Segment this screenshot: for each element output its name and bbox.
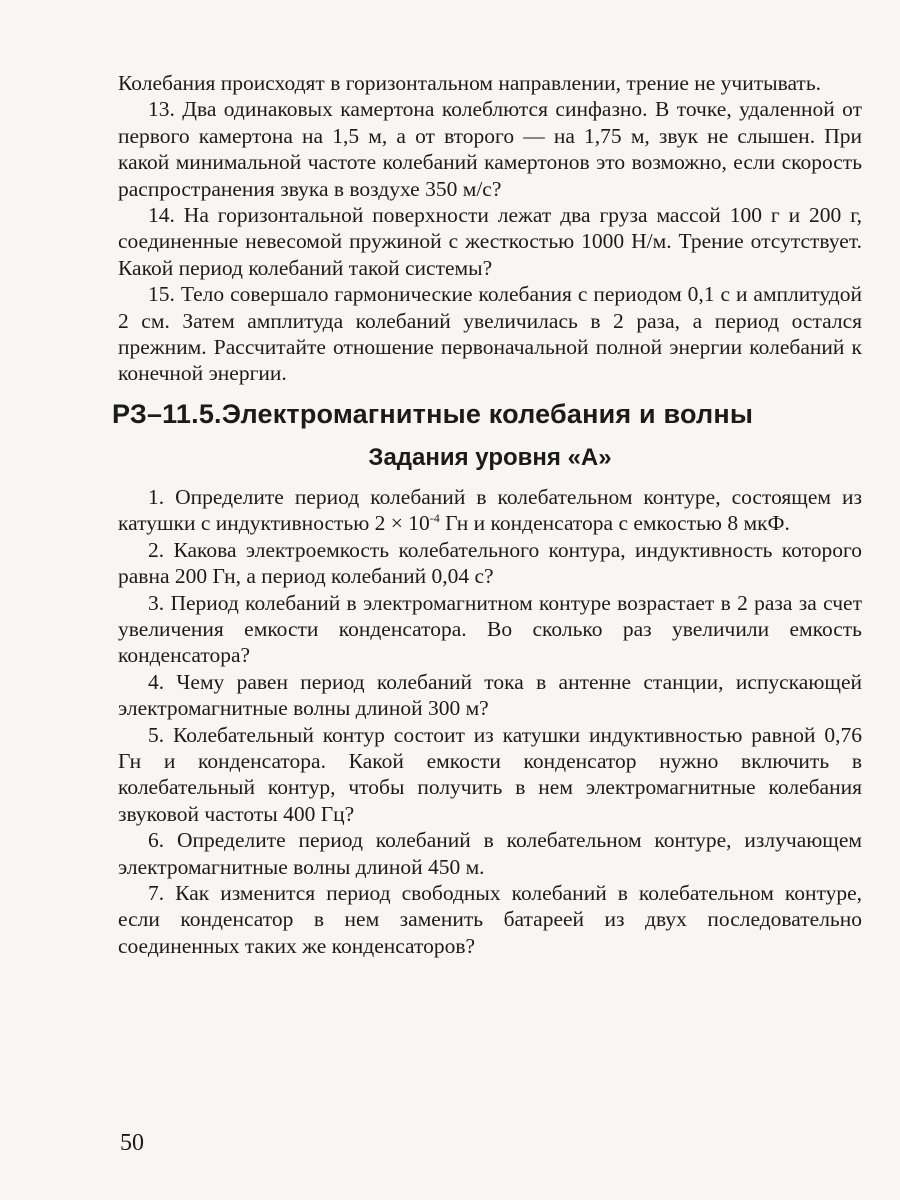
task-text: Колебательный контур состоит из катушки индуктивностью равной 0,76 Гн и конденсатора. Какой емкости конденсатор нужно включить в колебательный контур, чтобы получить в нем электромагнитные колебания звуковой частоты 400 Гц?: [118, 722, 862, 826]
task-3: [118, 590, 862, 669]
task-5: [118, 722, 862, 828]
problem-text: Два одинаковых камертона колеблются синфазно. В точке, удаленной от первого камертона на 1,5 м, а от второго — на 1,75 м, звук не слышен. При какой минимальной частоте колебаний камертонов это возможно, если скорость распространения звука в воздухе 350 м/с?: [118, 97, 862, 201]
page-content: [112, 70, 863, 959]
task-number: 5.: [148, 722, 165, 747]
task-number: 1.: [148, 484, 165, 509]
task-number: 2.: [148, 537, 165, 562]
task-6: [118, 827, 862, 880]
exponent: -4: [429, 511, 440, 526]
task-text: Определите период колебаний в колебательном контуре, излучающем электромагнитные волны длиной 450 м.: [118, 828, 862, 879]
task-text: Определите период колебаний в колебательном контуре, состоящем из катушки с индуктивностью 2 × 10: [118, 484, 863, 536]
problem-15: [118, 281, 862, 387]
task-2: [118, 537, 862, 590]
task-4: [118, 669, 862, 722]
task-7: [118, 880, 862, 959]
problem-13: [118, 96, 862, 202]
problem-text: Тело совершало гармонические колебания с периодом 0,1 с и амплитудой 2 см. Затем амплитуда колебаний увеличилась в 2 раза, а период остался прежним. Рассчитайте отношение первоначальной полной энергии колебаний к конечной энергии.: [118, 282, 862, 386]
task-1: [118, 484, 862, 537]
task-text: Какова электроемкость колебательного контура, индуктивность которого равна 200 Гн, а период колебаний 0,04 с?: [118, 537, 862, 589]
problem-14: [118, 202, 862, 281]
task-text: Чему равен период колебаний тока в антенне станции, испускающей электромагнитные волны длиной 300 м?: [118, 669, 862, 721]
section-title: РЗ–11.5.Электромагнитные колебания и волны: [112, 398, 754, 429]
task-number: 7.: [148, 880, 165, 905]
task-text: Период колебаний в электромагнитном контуре возрастает в 2 раза за счет увеличения емкости конденсатора. Во сколько раз увеличили емкость конденсатора?: [118, 590, 862, 668]
problem-number: 15.: [148, 282, 175, 307]
problem-number: 14.: [148, 203, 175, 228]
task-number: 3.: [148, 590, 165, 615]
subsection-title: Задания уровня «А»: [368, 443, 612, 471]
intro-continuation: Колебания происходят в горизонтальном направлении, трение не учитывать.: [118, 71, 822, 95]
page-number: 50: [120, 1130, 144, 1156]
problem-text: На горизонтальной поверхности лежат два груза массой 100 г и 200 г, соединенные невесомой пружиной с жесткостью 1000 Н/м. Трение отсутствует. Какой период колебаний такой системы?: [118, 203, 862, 280]
task-number: 6.: [148, 828, 165, 853]
task-text-cont: Гн и конденсатора с емкостью 8 мкФ.: [439, 511, 790, 536]
problem-number: 13.: [148, 97, 175, 122]
task-text: Как изменится период свободных колебаний в колебательном контуре, если конденсатор в нем заменить батареей из двух последовательно соединенных таких же конденсаторов?: [118, 880, 863, 958]
task-number: 4.: [148, 669, 165, 694]
